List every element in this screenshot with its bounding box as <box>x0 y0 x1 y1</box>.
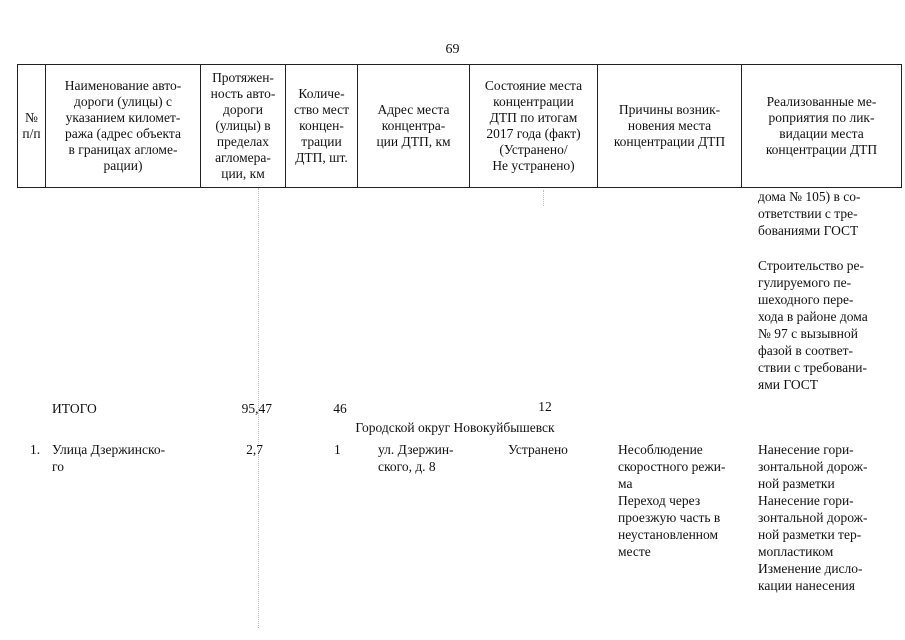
column-header-number: № п/п <box>18 65 46 188</box>
scan-artifact <box>543 190 544 206</box>
column-header-measures: Реализованные ме- роприятия по лик- видации места концентрации ДТП <box>742 65 902 188</box>
column-header-state: Состояние места концентрации ДТП по итогам 2017 года (факт) (Устранено/ Не устранено) <box>470 65 598 188</box>
row-count: 1 <box>334 442 341 457</box>
row-address: ул. Дзержин- ского, д. 8 <box>378 442 454 474</box>
row-road: Улица Дзержинско- го <box>52 442 166 474</box>
total-state: 12 <box>538 399 552 414</box>
table-header <box>17 64 902 188</box>
total-count: 46 <box>333 401 347 416</box>
column-header-count: Количе- ство мест концен- трации ДТП, шт. <box>286 65 358 188</box>
continuation-measures-2: Строительство ре- гулируемого пе- шеходного пере- хода в районе дома № 97 с вызывной фазой в соответ- ствии с требовани- ями ГОСТ <box>758 258 868 392</box>
column-header-address: Адрес места концентра- ции ДТП, км <box>358 65 470 188</box>
row-measures: Нанесение гори- зонтальной дорож- ной разметки Нанесение гори- зонтальной дорож- ной разметки тер- мопластиком Изменение дисло- кации нанесения <box>758 442 868 593</box>
total-label: ИТОГО <box>52 401 97 416</box>
column-header-length: Протяжен- ность авто- дороги (улицы) в пределах агломера- ции, км <box>201 65 286 188</box>
column-header-road: Наименование авто- дороги (улицы) с указанием километ- ража (адрес объекта в границах агломе- рации) <box>46 65 201 188</box>
page-number: 69 <box>445 42 460 57</box>
row-causes: Несоблюдение скоростного режи- ма Переход через проезжую часть в неустановленном месте <box>618 442 726 559</box>
row-length: 2,7 <box>246 442 263 457</box>
column-header-causes: Причины возник- новения места концентрации ДТП <box>598 65 742 188</box>
row-state: Устранено <box>508 442 568 457</box>
continuation-measures-1: дома № 105) в со- ответствии с тре- бованиями ГОСТ <box>758 189 861 238</box>
header-row <box>18 65 902 188</box>
section-title: Городской округ Новокуйбышевск <box>355 420 555 435</box>
total-length: 95,47 <box>241 401 272 416</box>
row-number: 1. <box>30 442 41 457</box>
